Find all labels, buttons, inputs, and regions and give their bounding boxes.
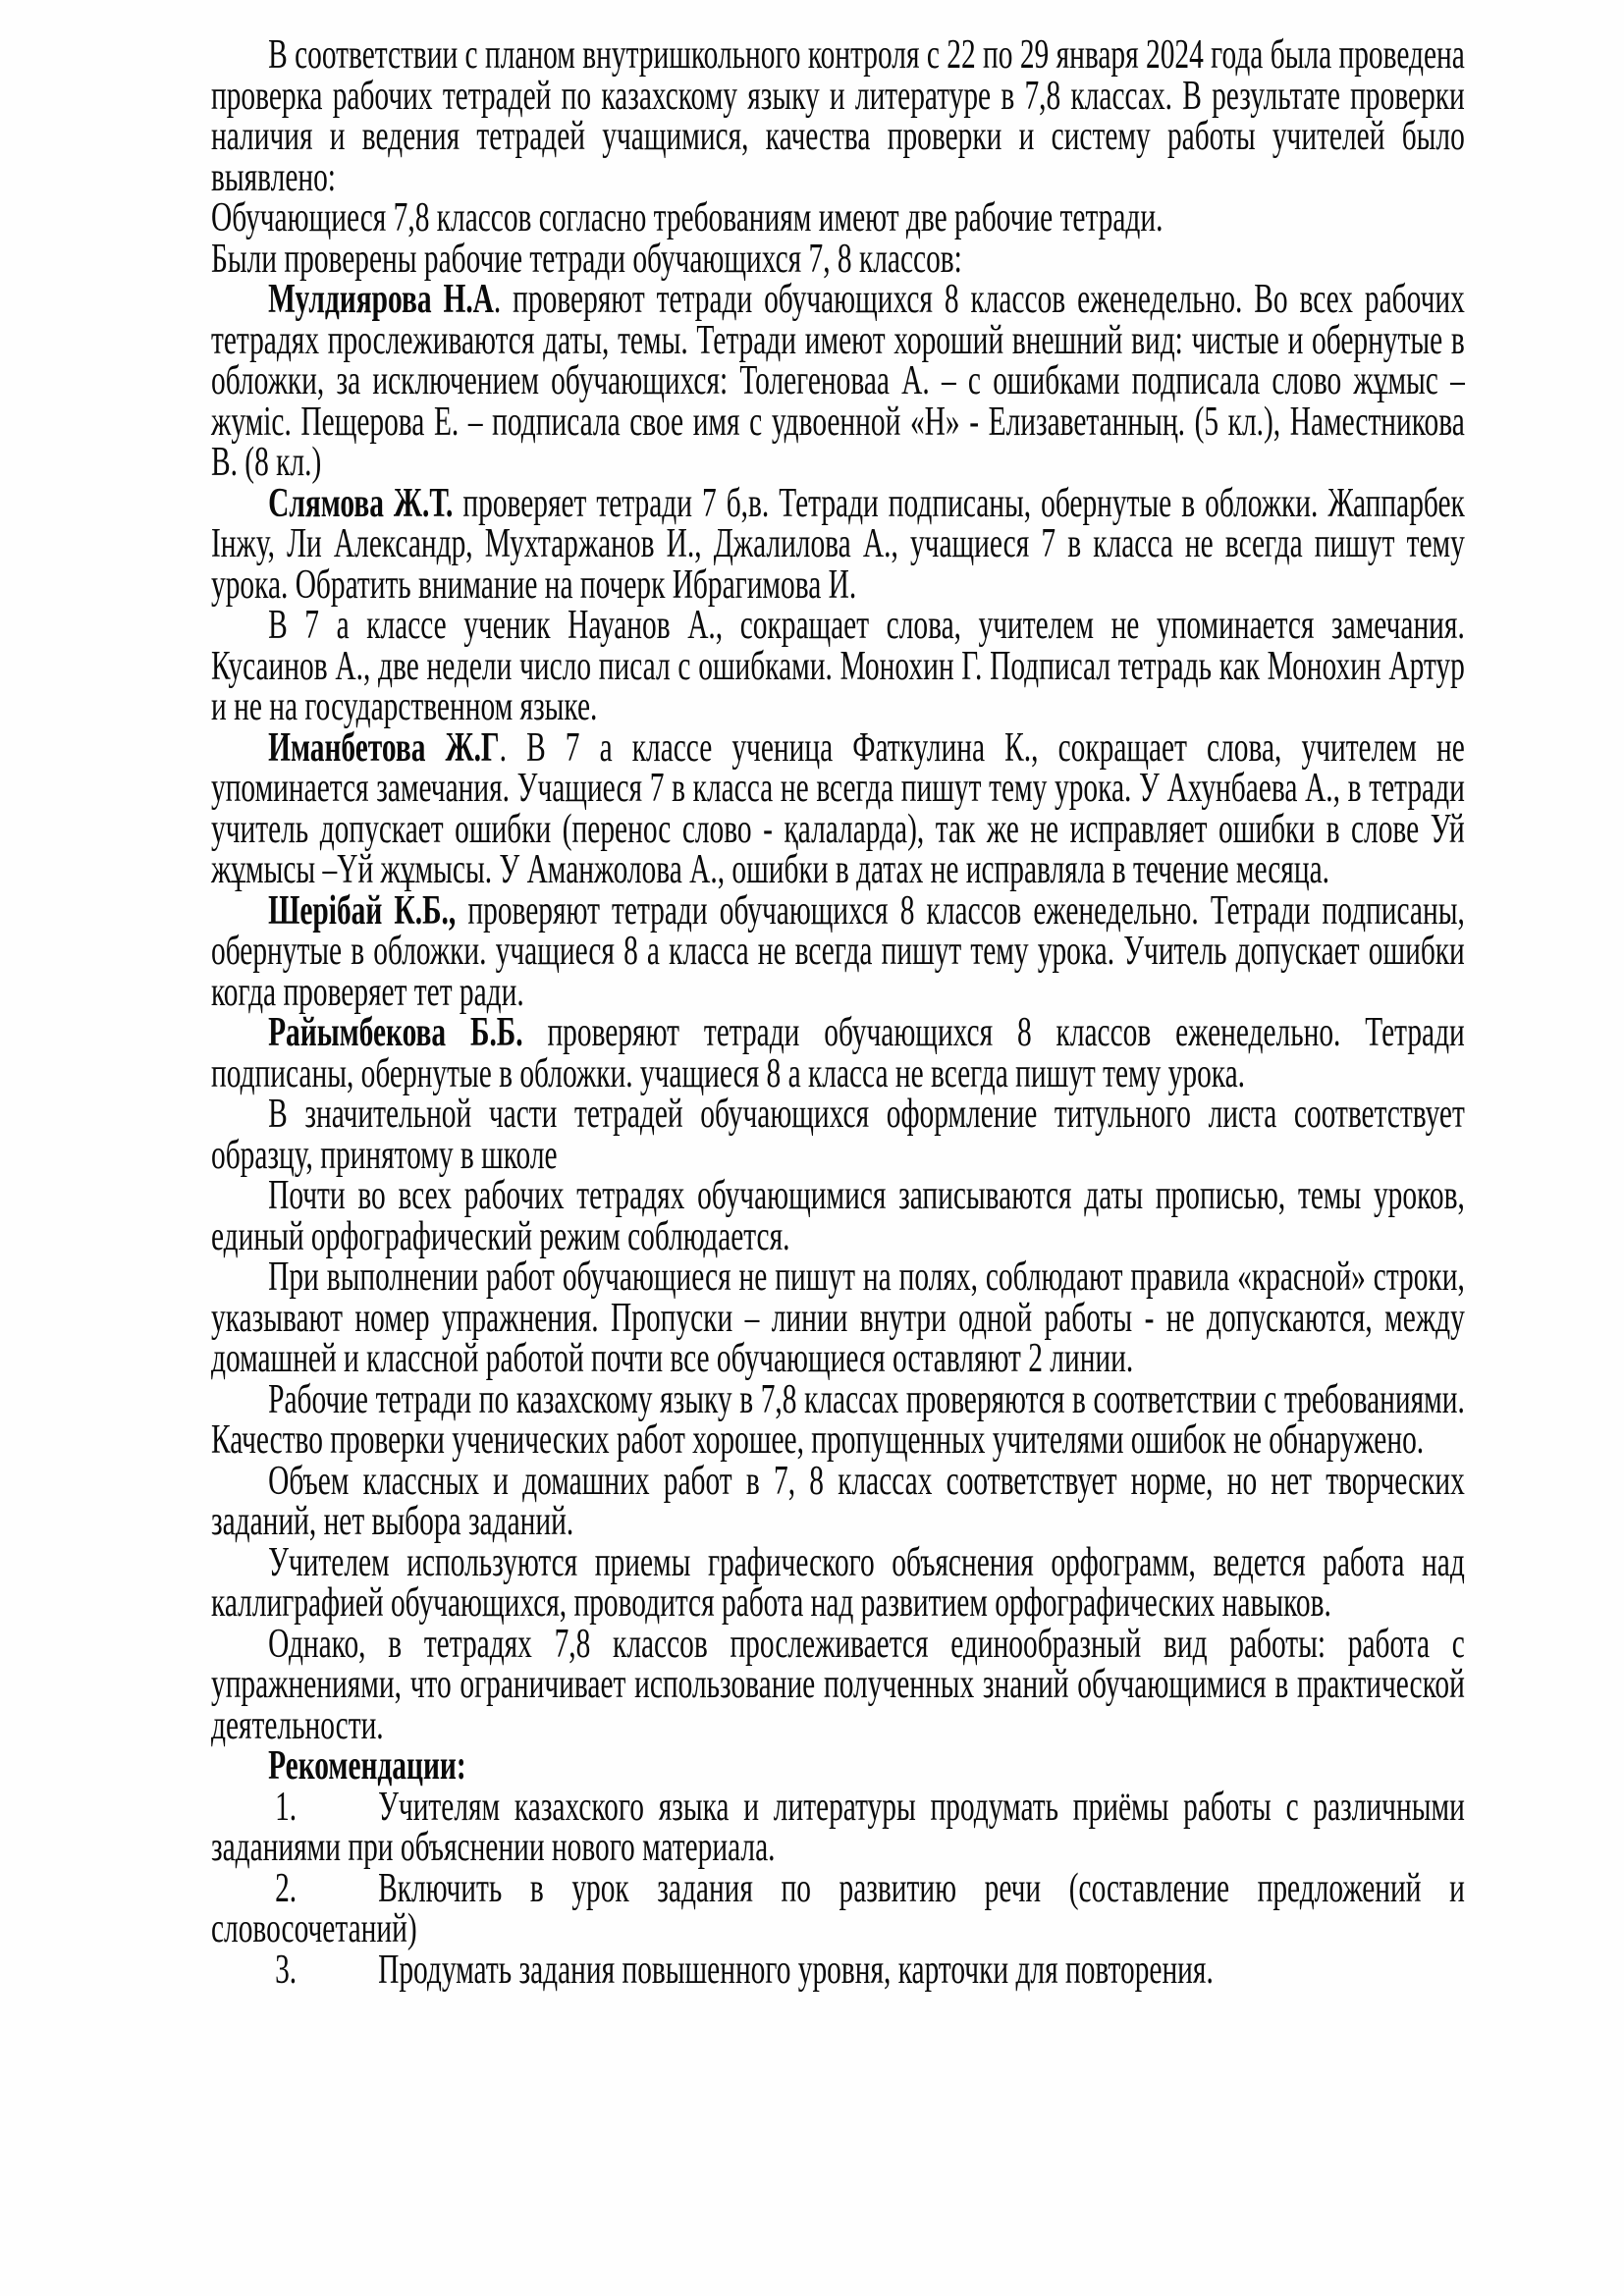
paragraph-work-volume [211,1458,1465,1544]
paragraph-margins-rules [211,1257,1465,1380]
paragraph-title-page [211,1092,1465,1178]
list-number: 1. [275,1784,298,1830]
paragraph-class-7a [211,603,1465,729]
paragraph-text: . проверяют тетради обучающихся 8 классов еженедельно. Во всех рабочих тетрадях прослеживаются даты, темы. Тетради имеют хороший внешний вид: чистые и обернутые в обложки, за исключением обучающихся: Толегеноваа А. – с ошибками подписала слово жұмыс – жуміс. Пещерова Е. – подписала свое имя с удвоенной «Н» - Елизаветанның. (5 кл.), Наместникова В. (8 кл.) [211,277,1465,485]
recommendation-item [211,1865,1465,1951]
paragraph-text: В значительной части тетрадей обучающихся оформление титульного листа соответствует образцу, принятому в школе [211,1092,1465,1178]
paragraph-text: . В 7 а классе ученица Фаткулина К., сокращает слова, учителем не упоминается замечания. Учащиеся 7 в класса не всегда пишут тему урока. У Ахунбаева А., в тетради учитель допускает ошибки (перенос слово - қалаларда), так же не исправляет ошибки в слове Уй жұмысы –Үй жұмысы. У Аманжолова А., ошибки в датах не исправляла в течение месяца. [211,724,1465,892]
paragraph-text: проверяют тетради обучающихся 8 классов еженедельно. Тетради подписаны, обернутые в обложки. учащиеся 8 а класса не всегда пишут тему урока. [211,1010,1465,1096]
recommendation-item [211,1784,1465,1870]
list-number: 2. [275,1865,298,1911]
paragraph-text: Объем классных и домашних работ в 7, 8 классах соответствует норме, но нет творческих заданий, нет выбора заданий. [211,1458,1465,1544]
paragraph-notebooks-requirement [211,195,1465,240]
list-item-text: Учителям казахского языка и литературы продумать приёмы работы с различными заданиями при объяснении нового материала. [211,1784,1465,1870]
paragraph-imanbetova [211,724,1465,892]
paragraph-text: В соответствии с планом внутришкольного контроля с 22 по 29 января 2024 года была проведена проверка рабочих тетрадей по казахскому языку и литературе в 7,8 классах. В результате проверки наличия и ведения тетрадей учащимися, качества проверки и систему работы учителей было выявлено: [211,32,1465,200]
heading-text: Рекомендации: [268,1743,466,1789]
list-item-text: Продумать задания повышенного уровня, карточки для повторения. [378,1947,1214,1993]
paragraph-sheribay [211,887,1465,1015]
paragraph-text: Обучающиеся 7,8 классов согласно требованиям имеют две рабочие тетради. [211,195,1164,240]
paragraph-checked-classes [211,236,1465,282]
paragraph-text: проверяют тетради обучающихся 8 классов еженедельно. Тетради подписаны, обернутые в обложки. учащиеся 8 а класса не всегда пишут тему урока. Учитель допускает ошибки когда проверяет тет ради. [211,887,1465,1015]
teacher-name: Райымбекова Б.Б. [268,1010,523,1055]
list-item-text: Включить в урок задания по развитию речи (составление предложений и словосочетаний) [211,1865,1465,1951]
paragraph-text: Учителем используются приемы графического объяснения орфограмм, ведется работа над каллиграфией обучающихся, проводится работа над развитием орфографических навыков. [211,1539,1465,1626]
paragraph-text: При выполнении работ обучающиеся не пишут на полях, соблюдают правила «красной» строки, указывают номер упражнения. Пропуски – линии внутри одной работы - не допускаются, между домашней и классной работой почти все обучающиеся оставляют 2 линии. [211,1255,1465,1381]
paragraph-muldiyarova [211,277,1465,485]
paragraph-checking-quality [211,1376,1465,1463]
document-body [211,32,1465,1993]
paragraph-rayymbekova [211,1010,1465,1096]
paragraph-text: Почти во всех рабочих тетрадях обучающимися записываются даты прописью, темы уроков, единый орфографический режим соблюдается. [211,1173,1465,1259]
recommendations-heading [211,1743,1465,1789]
teacher-name: Шерібай К.Б., [268,887,457,934]
paragraph-slyamova [211,480,1465,608]
teacher-name: Мулдиярова Н.А [268,277,494,322]
paragraph-text: В 7 а классе ученик Науанов А., сокращает слова, учителем не упоминается замечания. Кусаинов А., две недели число писал с ошибками. Монохин Г. Подписал тетрадь как Монохин Артур и не на государственном языке. [211,603,1465,729]
paragraph-uniform-work [211,1621,1465,1748]
paragraph-intro [211,32,1465,200]
paragraph-text: Были проверены рабочие тетради обучающихся 7, 8 классов: [211,236,962,282]
paragraph-text: Однако, в тетрадях 7,8 классов прослеживается единообразный вид работы: работа с упражнениями, что ограничивает использование полученных знаний обучающимися в практической деятельности. [211,1621,1465,1748]
teacher-name: Слямова Ж.Т. [268,480,454,526]
paragraph-teaching-methods [211,1539,1465,1626]
paragraph-text: Рабочие тетради по казахскому языку в 7,8 классах проверяются в соответствии с требованиями. Качество проверки ученических работ хорошее, пропущенных учителями ошибок не обнаружено. [211,1376,1465,1463]
teacher-name: Иманбетова Ж.Г [268,724,500,771]
recommendation-item [211,1947,1465,1993]
list-number: 3. [275,1947,298,1993]
paragraph-dates-written [211,1173,1465,1259]
paragraph-text: проверяет тетради 7 б,в. Тетради подписаны, обернутые в обложки. Жаппарбек Інжу, Ли Александр, Мухтаржанов И., Джалилова А., учащиеся 7 в класса не всегда пишут тему урока. Обратить внимание на почерк Ибрагимова И. [211,480,1465,608]
